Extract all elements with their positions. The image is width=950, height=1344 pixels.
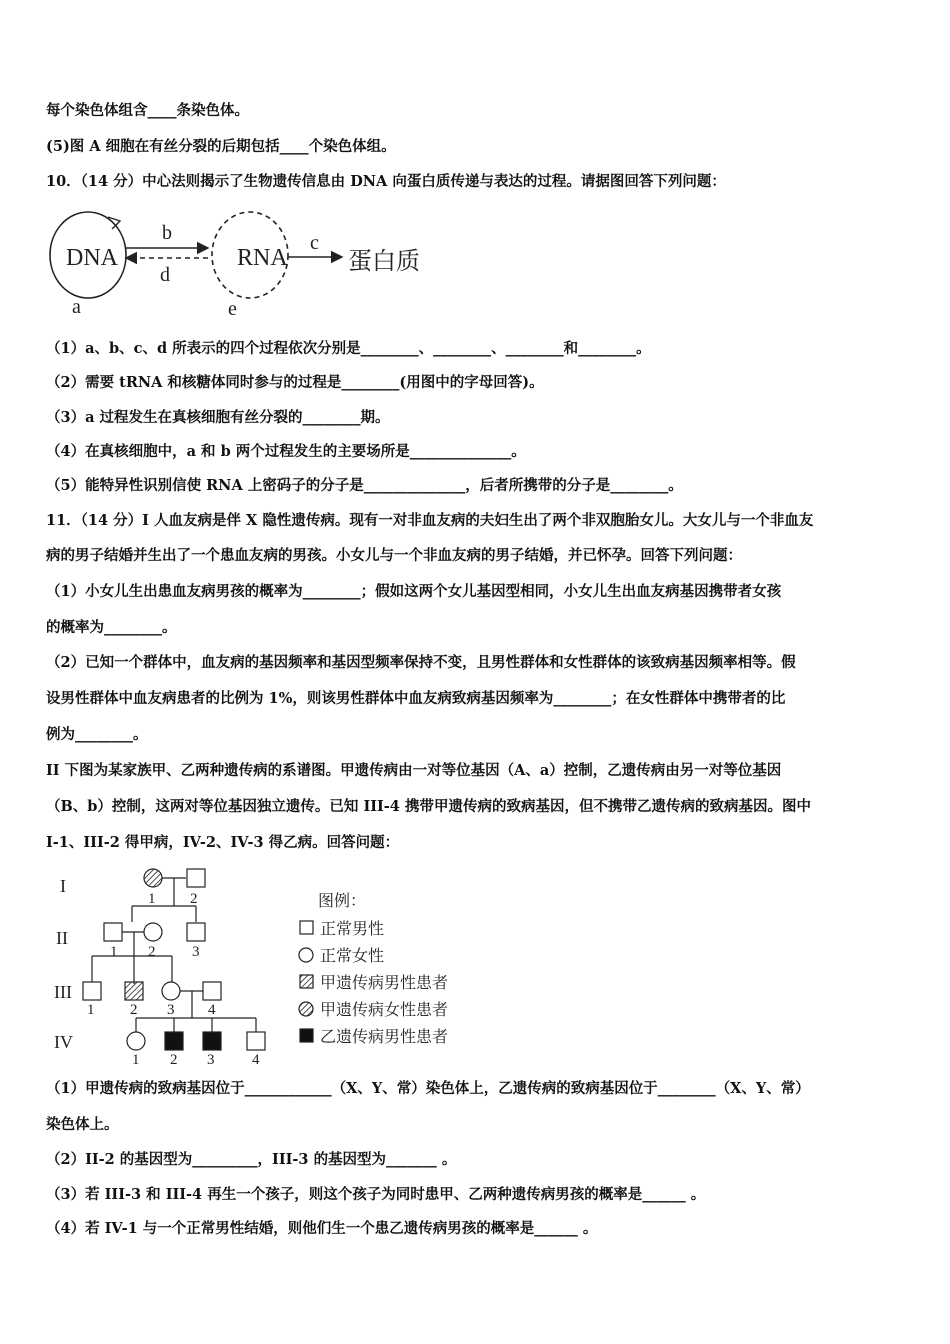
- legend-jia-female-symbol: [299, 1002, 313, 1016]
- II-1-normal-male: [104, 923, 122, 941]
- legend-yi-male-symbol: [300, 1029, 313, 1042]
- text-line-16: II 下图为某家族甲、乙两种遗传病的系谱图。甲遗传病由一对等位基因（A、a）控制，乙遗传病由另一对等位基因: [46, 762, 782, 779]
- I-2-normal-male: [187, 869, 205, 887]
- text-line-6: （3）a 过程发生在真核细胞有丝分裂的________期。: [46, 409, 390, 426]
- text-line-20: 染色体上。: [46, 1116, 119, 1133]
- legend-title: 图例：: [318, 893, 367, 910]
- IV-2-affected-male-yi: [165, 1032, 183, 1050]
- IV-4-normal-male: [247, 1032, 265, 1050]
- question-11-heading: 11．（14 分）I 人血友病是伴 X 隐性遗传病。现有一对非血友病的夫妇生出了两个非双胞胎女儿。大女儿与一个非血友: [46, 512, 814, 529]
- III-2-affected-male-jia: [125, 982, 143, 1000]
- text-line-8: （5）能特异性识别信使 RNA 上密码子的分子是______________，后者所携带的分子是________。: [46, 477, 683, 494]
- II-3-number: 3: [192, 944, 200, 960]
- I-1-affected-female-jia: [144, 869, 162, 887]
- II-2-normal-female: [144, 923, 162, 941]
- legend-normal-female-symbol: [299, 948, 313, 962]
- text-line-5: （2）需要 tRNA 和核糖体同时参与的过程是________(用图中的字母回答)。: [46, 374, 544, 391]
- label-d: d: [160, 264, 170, 286]
- text-line-12: 的概率为________。: [46, 619, 177, 636]
- I-2-number: 2: [190, 891, 198, 907]
- IV-3-number: 3: [207, 1052, 215, 1068]
- IV-1-number: 1: [132, 1052, 140, 1068]
- legend-normal-male: 正常男性: [320, 921, 385, 938]
- III-4-number: 4: [208, 1002, 216, 1018]
- III-3-number: 3: [167, 1002, 175, 1018]
- pedigree-diagram: [40, 858, 480, 1068]
- legend-normal-female: 正常女性: [320, 948, 385, 965]
- III-4-normal-male: [203, 982, 221, 1000]
- text-line-14: 设男性群体中血友病患者的比例为 1%，则该男性群体中血友病致病基因频率为________；在女性群体中携带者的比: [46, 690, 786, 707]
- IV-1-normal-female: [127, 1032, 145, 1050]
- gen-label-II: II: [56, 928, 68, 948]
- rna-label: RNA: [237, 245, 288, 271]
- text-line-23: （4）若 IV-1 与一个正常男性结婚，则他们生一个患乙遗传病男孩的概率是______ 。: [46, 1220, 598, 1237]
- II-3-normal-male: [187, 923, 205, 941]
- gen-label-I: I: [60, 876, 66, 896]
- III-1-number: 1: [87, 1002, 95, 1018]
- text-line-10: 病的男子结婚并生出了一个患血友病的男孩。小女儿与一个非血友病的男子结婚，并已怀孕。回答下列问题：: [46, 547, 742, 564]
- text-line-15: 例为________。: [46, 726, 148, 743]
- text-line-2: (5)图 A 细胞在有丝分裂的后期包括____个染色体组。: [46, 138, 396, 155]
- legend-jia-female: 甲遗传病女性患者: [320, 1002, 449, 1019]
- legend-normal-male-symbol: [300, 921, 313, 934]
- text-line-19: （1）甲遗传病的致病基因位于____________（X、Y、常）染色体上，乙遗传病的致病基因位于________（X、Y、常）: [46, 1080, 810, 1097]
- central-dogma-diagram: [40, 205, 460, 320]
- II-1-number: 1: [110, 944, 118, 960]
- text-line-1: 每个染色体组含____条染色体。: [46, 102, 249, 119]
- text-line-18: I-1、III-2 得甲病，IV-2、IV-3 得乙病。回答问题：: [46, 834, 400, 851]
- label-c: c: [310, 232, 319, 254]
- II-2-number: 2: [148, 944, 156, 960]
- IV-4-number: 4: [252, 1052, 260, 1068]
- I-1-number: 1: [148, 891, 156, 907]
- legend-jia-male: 甲遗传病男性患者: [320, 975, 449, 992]
- text-line-17: （B、b）控制，这两对等位基因独立遗传。已知 III-4 携带甲遗传病的致病基因，但不携带乙遗传病的致病基因。图中: [46, 798, 811, 815]
- label-a: a: [72, 296, 81, 318]
- label-b: b: [162, 222, 172, 244]
- III-2-number: 2: [130, 1002, 138, 1018]
- label-e: e: [228, 298, 237, 320]
- text-line-13: （2）已知一个群体中，血友病的基因频率和基因型频率保持不变，且男性群体和女性群体的该致病基因频率相等。假: [46, 654, 796, 671]
- gen-label-III: III: [54, 982, 72, 1002]
- III-1-normal-male: [83, 982, 101, 1000]
- question-10-heading: 10．（14 分）中心法则揭示了生物遗传信息由 DNA 向蛋白质传递与表达的过程。请据图回答下列问题：: [46, 173, 726, 190]
- gen-label-IV: IV: [54, 1032, 73, 1052]
- IV-2-number: 2: [170, 1052, 178, 1068]
- text-line-7: （4）在真核细胞中，a 和 b 两个过程发生的主要场所是______________。: [46, 443, 526, 460]
- protein-label: 蛋白质: [348, 247, 420, 275]
- legend-jia-male-symbol: [300, 975, 313, 988]
- legend-yi-male: 乙遗传病男性患者: [320, 1029, 449, 1046]
- dna-label: DNA: [66, 245, 118, 271]
- text-line-21: （2）II-2 的基因型为_________，III-3 的基因型为_______ 。: [46, 1151, 457, 1168]
- III-3-normal-female: [162, 982, 180, 1000]
- text-line-11: （1）小女儿生出患血友病男孩的概率为________；假如这两个女儿基因型相同，小女儿生出血友病基因携带者女孩: [46, 583, 782, 600]
- text-line-4: （1）a、b、c、d 所表示的四个过程依次分别是________、________、________和________。: [46, 340, 651, 357]
- text-line-22: （3）若 III-3 和 III-4 再生一个孩子，则这个孩子为同时患甲、乙两种遗传病男孩的概率是______ 。: [46, 1186, 706, 1203]
- IV-3-affected-male-yi: [203, 1032, 221, 1050]
